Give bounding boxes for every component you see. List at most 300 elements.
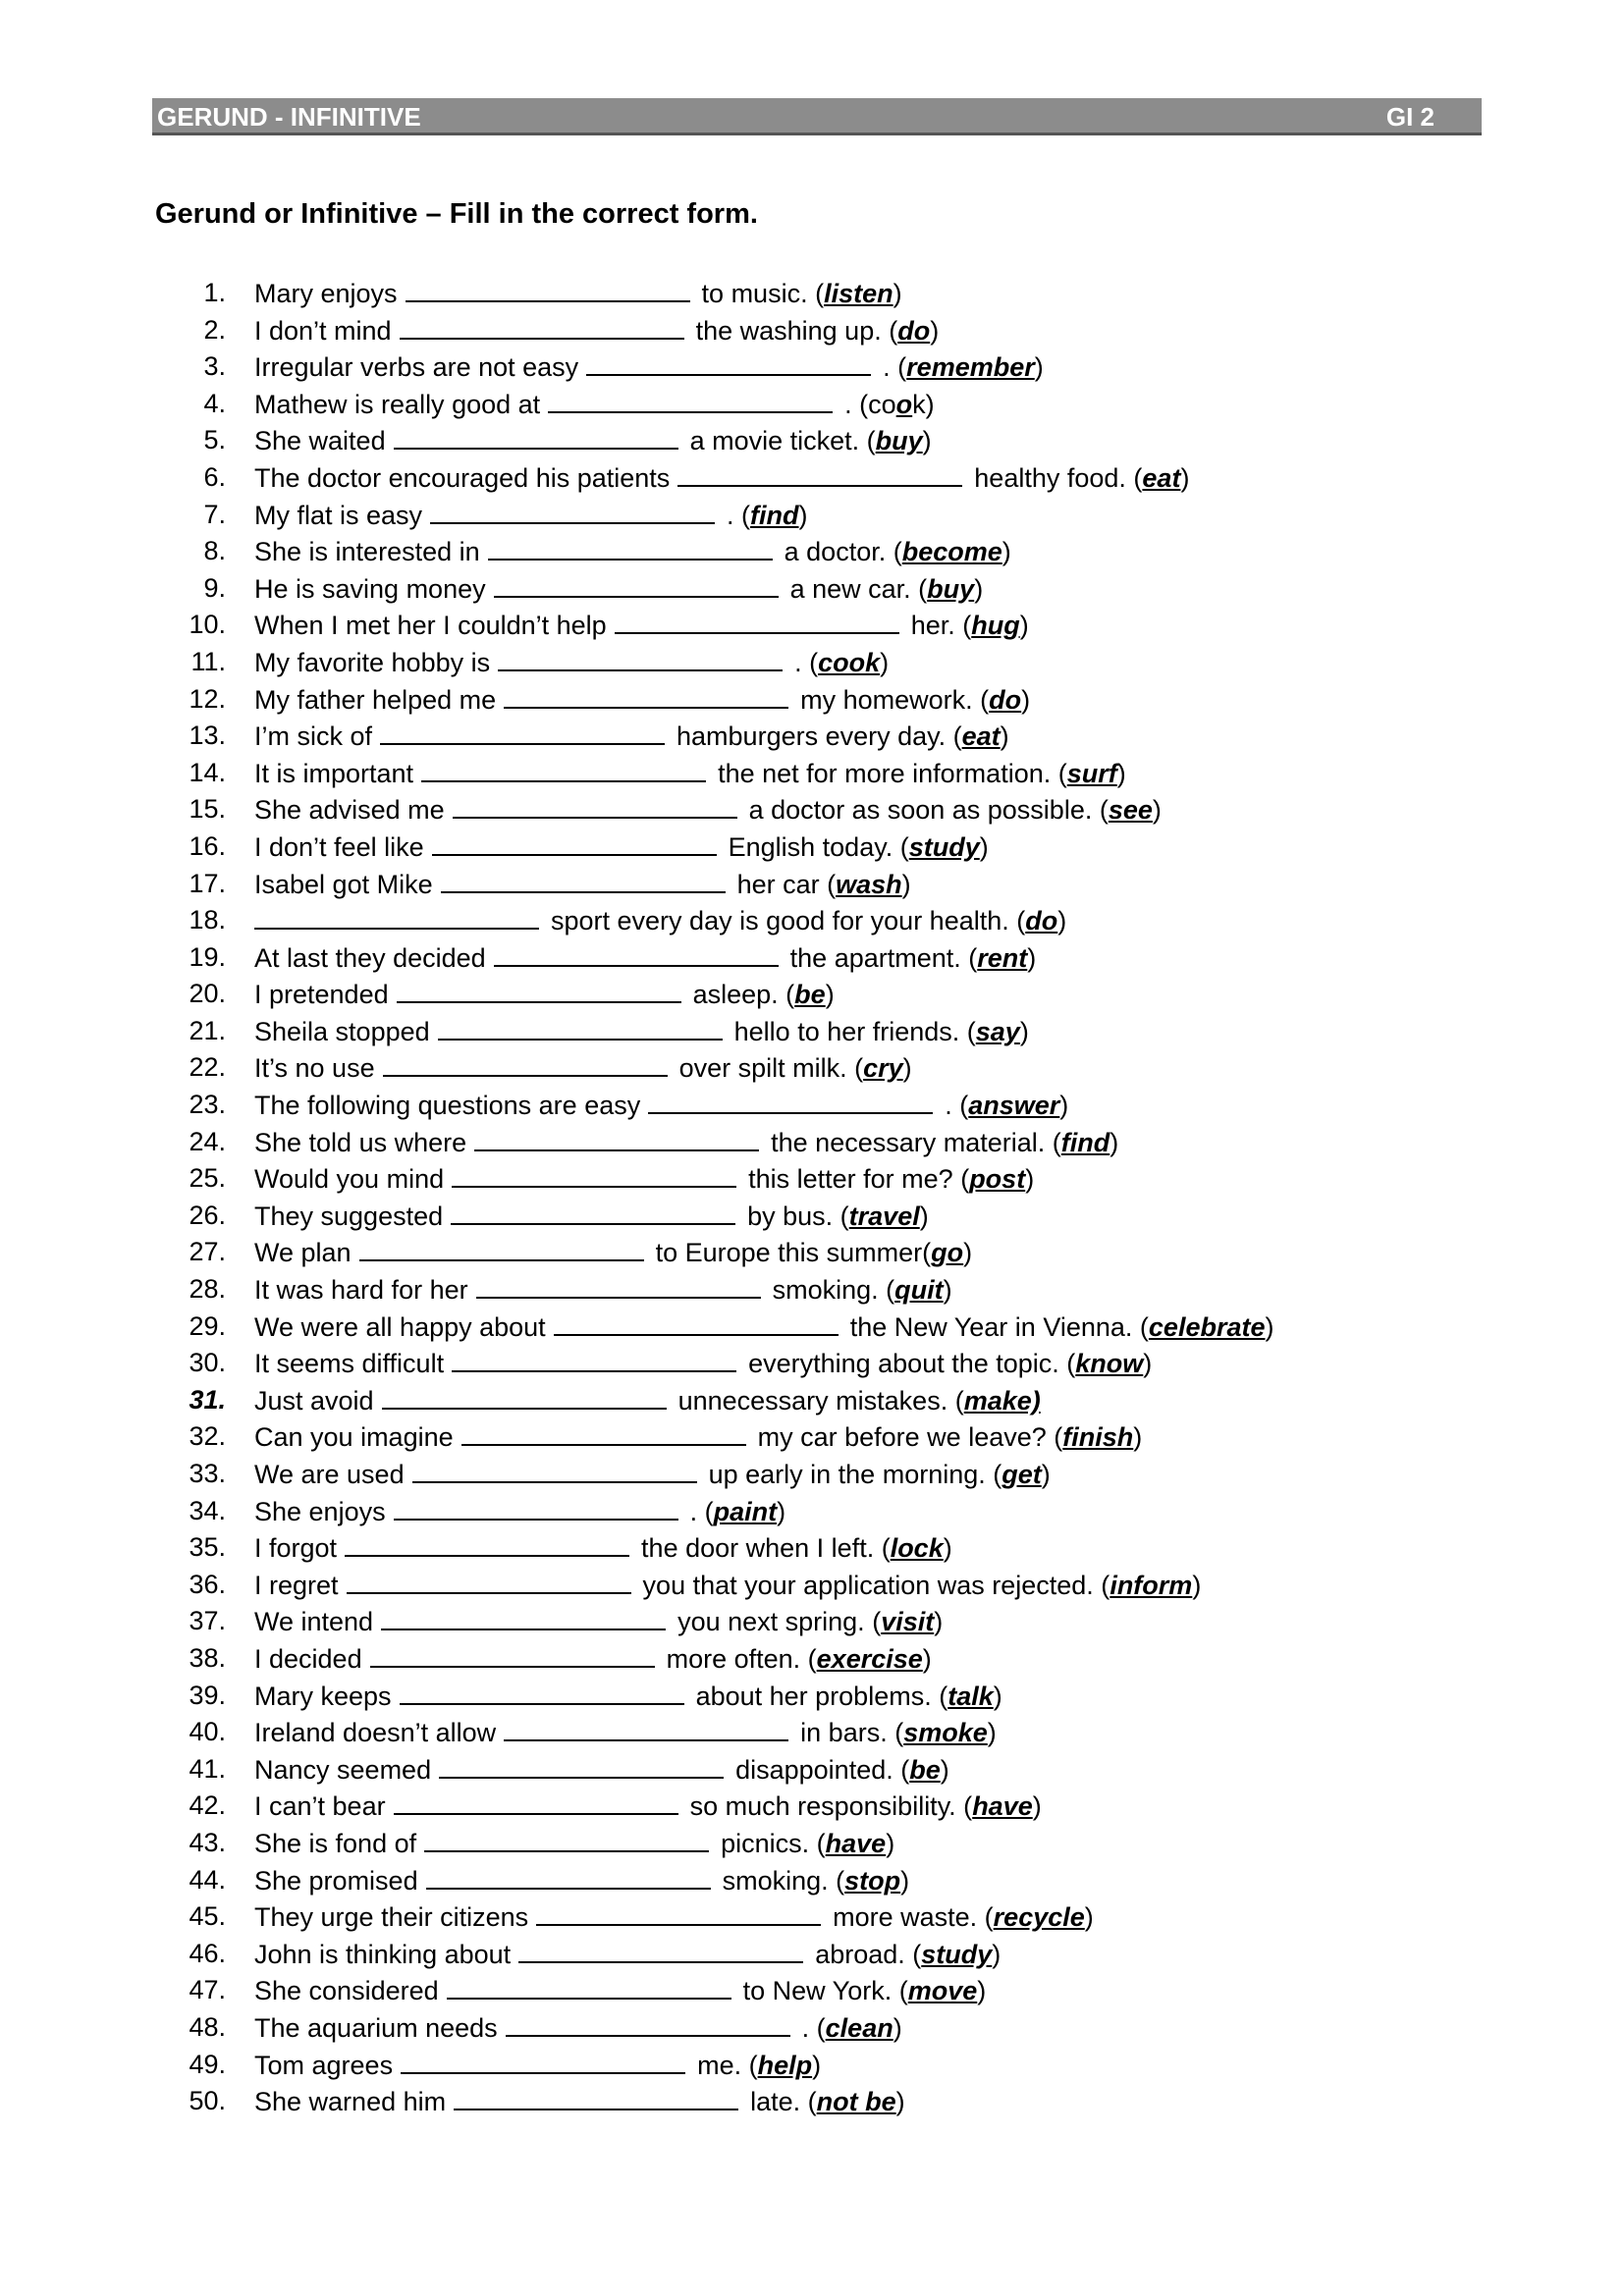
exercise-number: 30.	[189, 1348, 226, 1378]
answer-blank[interactable]	[504, 681, 788, 709]
exercise-item	[0, 1087, 1624, 1124]
answer-blank[interactable]	[476, 1271, 761, 1299]
answer-blank[interactable]	[454, 2083, 738, 2110]
hint-close: )	[1057, 906, 1067, 936]
sentence-end: hamburgers every day. (	[677, 721, 962, 752]
exercise-item	[0, 1529, 1624, 1567]
answer-blank[interactable]	[359, 1234, 644, 1261]
exercise-number: 8.	[203, 536, 226, 566]
hint-close: )	[1192, 1570, 1202, 1600]
exercise-item	[0, 386, 1624, 423]
exercise-number: 15.	[189, 794, 226, 825]
sentence-end: . (	[794, 647, 819, 677]
exercise-number: 31.	[189, 1384, 226, 1415]
sentence-end: by bus. (	[747, 1201, 849, 1231]
answer-blank[interactable]	[494, 939, 779, 967]
sentence-start: Tom agrees	[254, 2050, 394, 2080]
hint-close: )	[1152, 795, 1162, 826]
sentence-start: Nancy seemed	[254, 1754, 432, 1785]
answer-blank[interactable]	[254, 902, 539, 930]
base-verb-hint: lock	[890, 1533, 944, 1564]
answer-blank[interactable]	[494, 570, 779, 598]
sentence-end: the washing up. (	[695, 315, 898, 346]
exercise-number: 33.	[189, 1459, 226, 1488]
sentence-start: It was hard for her	[254, 1275, 468, 1306]
exercise-item	[0, 1160, 1624, 1198]
sentence-start: She is interested in	[254, 537, 480, 567]
exercise-sentence	[254, 866, 911, 902]
exercise-sentence	[254, 1456, 1051, 1492]
base-verb-hint: be	[794, 980, 826, 1010]
sentence-end: the necessary material. (	[771, 1127, 1061, 1157]
exercise-sentence	[254, 1567, 1201, 1603]
exercise-number: 47.	[189, 1975, 226, 2005]
exercise-item	[0, 1382, 1624, 1419]
sentence-end: to New York. (	[742, 1976, 908, 2006]
exercise-number: 38.	[189, 1642, 226, 1673]
answer-blank[interactable]	[421, 755, 706, 782]
exercise-sentence	[254, 1087, 1068, 1123]
exercise-sentence	[254, 570, 983, 607]
answer-blank[interactable]	[383, 1049, 668, 1077]
sentence-end: you next spring. (	[677, 1607, 882, 1637]
base-verb-hint: finish	[1062, 1422, 1134, 1453]
exercise-sentence	[254, 1788, 1042, 1824]
exercise-item	[0, 681, 1624, 719]
exercise-number: 39.	[189, 1680, 226, 1710]
exercise-number: 26.	[189, 1200, 226, 1230]
hint-close: )	[1019, 611, 1029, 641]
sentence-start: I can’t bear	[254, 1791, 386, 1822]
hint-close: )	[1025, 1164, 1035, 1195]
exercise-list	[0, 275, 1624, 2120]
sentence-end: hello to her friends. (	[733, 1016, 976, 1046]
exercise-number: 10.	[189, 610, 226, 640]
sentence-end: my car before we leave? (	[757, 1422, 1063, 1453]
answer-blank[interactable]	[677, 459, 962, 487]
sentence-end: . (co	[844, 389, 896, 419]
exercise-sentence	[254, 1160, 1034, 1197]
base-verb-hint: cry	[863, 1053, 903, 1084]
exercise-sentence	[254, 1198, 929, 1234]
exercise-item	[0, 1788, 1624, 1825]
sentence-end: over spilt milk. (	[678, 1053, 864, 1084]
base-verb-hint: talk	[947, 1681, 994, 1711]
exercise-number: 17.	[189, 868, 226, 898]
base-verb-hint: eat	[961, 721, 1001, 752]
exercise-item	[0, 1234, 1624, 1271]
hint-close: )	[977, 1976, 987, 2006]
base-verb-hint: do	[897, 315, 931, 346]
exercise-number: 3.	[203, 351, 226, 382]
exercise-sentence	[254, 312, 939, 348]
answer-blank[interactable]	[498, 644, 783, 671]
sentence-start: It seems difficult	[254, 1349, 445, 1379]
exercise-number: 13.	[189, 721, 226, 751]
exercise-sentence	[254, 497, 808, 533]
answer-blank[interactable]	[452, 1160, 736, 1188]
base-verb-hint: do	[989, 684, 1022, 715]
hint-close: )	[777, 1496, 786, 1526]
base-verb-hint: remember	[906, 352, 1035, 383]
exercise-item	[0, 718, 1624, 755]
answer-blank[interactable]	[536, 1898, 821, 1926]
hint-close: )	[987, 1718, 997, 1748]
base-verb-hint: inform	[1110, 1570, 1193, 1600]
exercise-sentence	[254, 828, 989, 865]
base-verb-hint: hug	[971, 611, 1020, 641]
exercise-item	[0, 1456, 1624, 1493]
exercise-sentence	[254, 1049, 912, 1086]
sentence-start: When I met her I couldn’t help	[254, 611, 607, 641]
exercise-item	[0, 1271, 1624, 1308]
exercise-item	[0, 422, 1624, 459]
worksheet-heading: Gerund or Infinitive – Fill in the correct form.	[155, 198, 758, 230]
sentence-end: about her problems. (	[695, 1681, 948, 1711]
sentence-end: more waste. (	[833, 1902, 994, 1933]
hint-close: )	[919, 1201, 929, 1231]
hint-close: )	[1019, 1016, 1029, 1046]
exercise-sentence	[254, 755, 1126, 791]
exercise-number: 19.	[189, 941, 226, 972]
sentence-end: . (	[945, 1091, 969, 1121]
answer-blank[interactable]	[370, 1640, 655, 1668]
exercise-item	[0, 1862, 1624, 1899]
hint-close: )	[886, 1828, 895, 1858]
worksheet-code: GI 2	[1385, 102, 1435, 132]
answer-blank[interactable]	[394, 1493, 678, 1521]
answer-blank[interactable]	[347, 1567, 631, 1594]
answer-blank[interactable]	[400, 1678, 684, 1705]
exercise-item	[0, 1308, 1624, 1346]
sentence-end: . (	[801, 2012, 826, 2043]
exercise-sentence	[254, 2009, 902, 2046]
sentence-end: the New Year in Vienna. (	[849, 1311, 1149, 1342]
exercise-item	[0, 1049, 1624, 1087]
sentence-end: everything about the topic. (	[748, 1349, 1076, 1379]
exercise-sentence	[254, 1936, 1001, 1972]
sentence-start: I don’t feel like	[254, 831, 424, 862]
sentence-start: Just avoid	[254, 1385, 374, 1415]
sentence-start: We were all happy about	[254, 1311, 546, 1342]
exercise-sentence	[254, 644, 889, 680]
sentence-start: She considered	[254, 1976, 439, 2006]
answer-blank[interactable]	[447, 1972, 731, 2000]
base-verb-hint: know	[1075, 1349, 1144, 1379]
base-verb-hint: wash	[836, 869, 902, 899]
hint-close: )	[993, 1681, 1002, 1711]
sentence-start: It’s no use	[254, 1053, 375, 1084]
hint-close: )	[934, 1607, 944, 1637]
exercise-sentence	[254, 1345, 1152, 1381]
hint-close: )	[902, 1053, 912, 1084]
sentence-start: John is thinking about	[254, 1939, 512, 1969]
answer-blank[interactable]	[345, 1529, 629, 1557]
answer-blank[interactable]	[615, 607, 899, 634]
sentence-start: We plan	[254, 1238, 352, 1268]
sentence-end: smoking. (	[772, 1275, 895, 1306]
exercise-sentence	[254, 1382, 1041, 1418]
sentence-start: I pretended	[254, 980, 389, 1010]
sentence-end: abroad. (	[815, 1939, 922, 1969]
sentence-start: Isabel got Mike	[254, 869, 433, 899]
answer-blank[interactable]	[439, 1751, 724, 1779]
answer-blank[interactable]	[506, 2009, 790, 2037]
answer-blank[interactable]	[397, 976, 681, 1003]
exercise-sentence	[254, 1640, 932, 1677]
hint-close: )	[1001, 537, 1011, 567]
exercise-number: 20.	[189, 979, 226, 1009]
exercise-number: 14.	[189, 757, 226, 787]
hint-close: )	[893, 279, 902, 308]
exercise-sentence	[254, 1678, 1002, 1714]
exercise-item	[0, 312, 1624, 349]
hint-close: k)	[912, 389, 935, 419]
hint-close: )	[1084, 1902, 1094, 1933]
answer-blank[interactable]	[430, 497, 715, 524]
sentence-start: The aquarium needs	[254, 2012, 498, 2043]
exercise-item	[0, 1124, 1624, 1161]
exercise-number: 1.	[203, 278, 226, 307]
answer-blank[interactable]	[381, 1603, 666, 1630]
exercise-item	[0, 755, 1624, 792]
hint-close: )	[1000, 721, 1009, 752]
exercise-sentence	[254, 2083, 905, 2119]
sentence-start: The doctor encouraged his patients	[254, 462, 671, 493]
answer-blank[interactable]	[380, 718, 665, 745]
sentence-end: my homework. (	[800, 684, 990, 715]
hint-close: )	[1032, 1791, 1042, 1822]
exercise-item	[0, 1936, 1624, 1973]
base-verb-hint: become	[901, 537, 1002, 567]
exercise-sentence	[254, 1493, 785, 1529]
answer-blank[interactable]	[648, 1087, 933, 1114]
exercise-sentence	[254, 1308, 1273, 1345]
exercise-number: 28.	[189, 1274, 226, 1305]
sentence-start: I forgot	[254, 1533, 338, 1564]
exercise-sentence	[254, 1529, 952, 1566]
answer-blank[interactable]	[382, 1382, 667, 1410]
sentence-start: I regret	[254, 1570, 339, 1600]
exercise-number: 27.	[189, 1237, 226, 1267]
exercise-item	[0, 791, 1624, 828]
sentence-end: picnics. (	[721, 1828, 826, 1858]
exercise-sentence	[254, 422, 932, 458]
exercise-number: 49.	[189, 2049, 226, 2079]
answer-blank[interactable]	[400, 312, 684, 340]
hint-close: )	[1041, 1460, 1051, 1489]
exercise-number: 50.	[189, 2086, 226, 2116]
exercise-number: 6.	[203, 461, 226, 492]
sentence-start: Ireland doesn’t allow	[254, 1718, 497, 1748]
base-verb-hint: cook	[818, 647, 881, 677]
header-bar	[152, 98, 1482, 135]
exercise-item	[0, 2009, 1624, 2047]
answer-blank[interactable]	[518, 1936, 803, 1963]
exercise-number: 44.	[189, 1864, 226, 1895]
sentence-end: a doctor as soon as possible. (	[748, 795, 1109, 826]
sentence-end: the net for more information. (	[718, 758, 1067, 788]
exercise-number: 21.	[189, 1015, 226, 1045]
exercise-sentence	[254, 1013, 1029, 1049]
exercise-item	[0, 828, 1624, 866]
exercise-sentence	[254, 1603, 943, 1639]
sentence-end: the apartment. (	[789, 942, 978, 973]
answer-blank[interactable]	[438, 1013, 723, 1041]
exercise-number: 45.	[189, 1901, 226, 1932]
sentence-start: I’m sick of	[254, 721, 373, 752]
worksheet-category: GERUND - INFINITIVE	[157, 102, 421, 132]
sentence-start: My father helped me	[254, 684, 497, 715]
exercise-item	[0, 1640, 1624, 1678]
sentence-start: Would you mind	[254, 1164, 445, 1195]
exercise-sentence	[254, 1418, 1142, 1455]
sentence-start: Sheila stopped	[254, 1016, 430, 1046]
hint-close: )	[1059, 1091, 1069, 1121]
exercise-number: 7.	[203, 499, 226, 529]
hint-close: )	[1143, 1349, 1153, 1379]
hint-close: )	[893, 2012, 902, 2043]
base-verb-hint: surf	[1066, 758, 1117, 788]
sentence-start: At last they decided	[254, 942, 486, 973]
sentence-start: My favorite hobby is	[254, 647, 491, 677]
answer-blank[interactable]	[401, 2047, 685, 2074]
base-verb-hint: have	[825, 1828, 887, 1858]
hint-close: )	[1180, 462, 1190, 493]
base-verb-hint: not be	[816, 2087, 896, 2117]
answer-blank[interactable]	[432, 828, 717, 856]
sentence-start: She promised	[254, 1865, 418, 1896]
answer-blank[interactable]	[488, 533, 773, 561]
sentence-end: healthy food. (	[974, 462, 1143, 493]
sentence-start: She told us where	[254, 1127, 467, 1157]
exercise-sentence	[254, 718, 1009, 754]
answer-blank[interactable]	[424, 1825, 709, 1852]
answer-blank[interactable]	[394, 1788, 678, 1815]
answer-blank[interactable]	[504, 1714, 788, 1741]
sentence-end: a movie ticket. (	[689, 426, 876, 456]
exercise-number: 40.	[189, 1717, 226, 1747]
answer-blank[interactable]	[474, 1124, 759, 1151]
hint-close: )	[940, 1754, 949, 1785]
answer-blank[interactable]	[586, 348, 871, 376]
answer-blank[interactable]	[441, 866, 726, 893]
base-verb-hint: get	[1001, 1460, 1042, 1489]
sentence-start: We are used	[254, 1460, 405, 1489]
base-verb-hint: celebrate	[1148, 1311, 1266, 1342]
exercise-number: 5.	[203, 425, 226, 455]
base-verb-hint: say	[975, 1016, 1020, 1046]
exercise-item	[0, 1013, 1624, 1050]
base-verb-hint: paint	[713, 1496, 778, 1526]
exercise-item	[0, 1972, 1624, 2009]
sentence-end: asleep. (	[692, 980, 795, 1010]
exercise-number: 23.	[189, 1090, 226, 1120]
sentence-end: a doctor. (	[784, 537, 902, 567]
sentence-start: The following questions are easy	[254, 1091, 641, 1121]
answer-blank[interactable]	[453, 791, 737, 819]
sentence-end: more often. (	[666, 1643, 817, 1674]
answer-blank[interactable]	[452, 1345, 736, 1372]
exercise-item	[0, 1198, 1624, 1235]
sentence-end: late. (	[750, 2087, 817, 2117]
hint-close: )	[895, 2087, 905, 2117]
base-verb-hint: move	[907, 1976, 978, 2006]
sentence-start: She is fond of	[254, 1828, 417, 1858]
base-verb-hint: answer	[968, 1091, 1060, 1121]
exercise-item	[0, 1751, 1624, 1789]
answer-blank[interactable]	[461, 1418, 746, 1446]
hint-close: )	[1021, 684, 1031, 715]
exercise-sentence	[254, 1825, 894, 1861]
sentence-start: She advised me	[254, 795, 445, 826]
sentence-end: disappointed. (	[735, 1754, 910, 1785]
answer-blank[interactable]	[548, 386, 833, 413]
sentence-start: They suggested	[254, 1201, 444, 1231]
exercise-item	[0, 1345, 1624, 1382]
hint-close: )	[992, 1939, 1001, 1969]
base-verb-hint: visit	[881, 1607, 935, 1637]
base-verb-hint: listen	[824, 279, 893, 308]
hint-close: )	[1265, 1311, 1274, 1342]
answer-blank[interactable]	[554, 1308, 839, 1336]
hint-close: )	[943, 1533, 952, 1564]
exercise-item	[0, 939, 1624, 977]
answer-blank[interactable]	[426, 1862, 711, 1890]
exercise-sentence	[254, 607, 1029, 643]
base-verb-hint: see	[1108, 795, 1153, 826]
exercise-number: 42.	[189, 1790, 226, 1821]
sentence-end: . (	[727, 500, 751, 530]
sentence-start: My flat is easy	[254, 500, 423, 530]
sentence-end: smoking. (	[722, 1865, 845, 1896]
base-verb-hint: smoke	[903, 1718, 988, 1748]
exercise-sentence	[254, 533, 1011, 569]
sentence-end: in bars. (	[800, 1718, 904, 1748]
answer-blank[interactable]	[394, 422, 678, 450]
exercise-sentence	[254, 681, 1030, 718]
answer-blank[interactable]	[406, 275, 690, 302]
exercise-number: 48.	[189, 2011, 226, 2042]
exercise-sentence	[254, 902, 1066, 938]
sentence-start: She warned him	[254, 2087, 447, 2117]
base-verb-hint: quit	[894, 1275, 944, 1306]
sentence-start: She waited	[254, 426, 386, 456]
exercise-item	[0, 1567, 1624, 1604]
answer-blank[interactable]	[412, 1456, 697, 1483]
exercise-sentence	[254, 1862, 909, 1898]
exercise-item	[0, 1898, 1624, 1936]
exercise-sentence	[254, 976, 835, 1012]
sentence-start: We intend	[254, 1607, 374, 1637]
sentence-end: . (	[689, 1496, 714, 1526]
hint-close: )	[930, 315, 940, 346]
hint-close: )	[922, 1643, 932, 1674]
exercise-sentence	[254, 1898, 1094, 1935]
sentence-start: I decided	[254, 1643, 362, 1674]
hint-close: )	[943, 1275, 952, 1306]
exercise-sentence	[254, 791, 1162, 828]
base-verb-hint: o	[895, 389, 913, 419]
answer-blank[interactable]	[451, 1198, 735, 1225]
exercise-number: 32.	[189, 1421, 226, 1452]
exercise-sentence	[254, 939, 1036, 976]
sentence-end: her. (	[910, 611, 972, 641]
base-verb-hint: be	[909, 1754, 941, 1785]
exercise-item	[0, 275, 1624, 312]
sentence-start: Irregular verbs are not easy	[254, 352, 579, 383]
sentence-end: this letter for me? (	[748, 1164, 970, 1195]
